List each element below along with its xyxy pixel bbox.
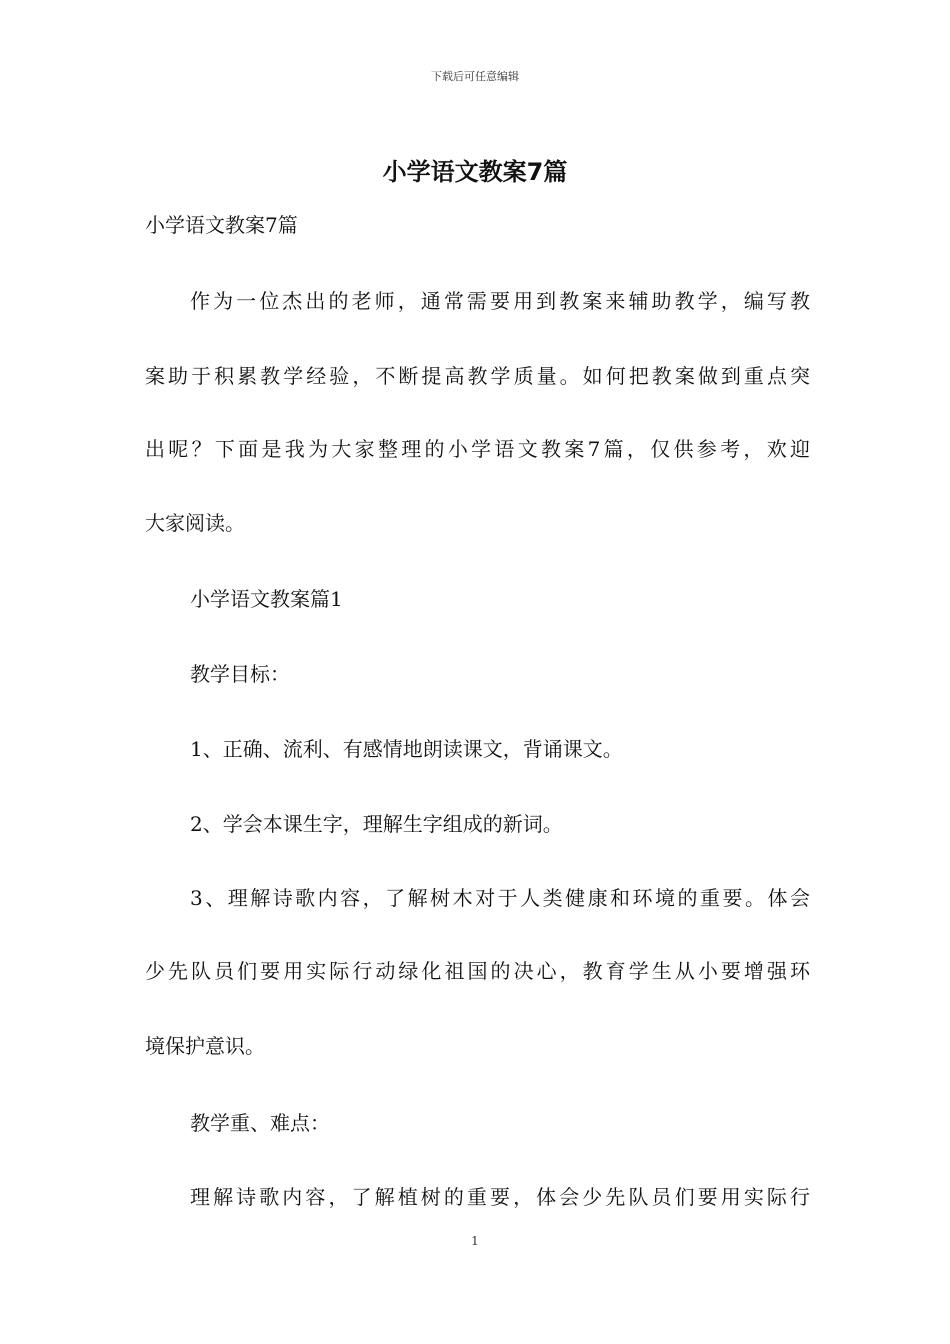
objective-line-2: 2、学会本课生字，理解生字组成的新词。 <box>190 812 563 836</box>
intro-line-1: 作为一位杰出的老师，通常需要用到教案来辅助教学，编写教 <box>190 289 810 313</box>
objective-line-3: 3、理解诗歌内容，了解树木对于人类健康和环境的重要。体会 <box>190 886 810 910</box>
key-points-line: 理解诗歌内容，了解植树的重要，体会少先队员们要用实际行 <box>190 1185 810 1209</box>
intro-line-2: 案助于积累教学经验，不断提高教学质量。如何把教案做到重点突 <box>145 364 810 388</box>
objective-line-4: 少先队员们要用实际行动绿化祖国的决心，教育学生从小要增强环 <box>145 959 810 983</box>
objectives-heading: 教学目标： <box>190 662 290 686</box>
header-note: 下载后可任意编辑 <box>431 70 519 83</box>
intro-line-4: 大家阅读。 <box>145 511 245 535</box>
section-heading: 小学语文教案篇1 <box>190 587 343 611</box>
subtitle-line: 小学语文教案7篇 <box>145 213 298 237</box>
objective-line-5: 境保护意识。 <box>145 1034 265 1058</box>
objective-line-1: 1、正确、流利、有感情地朗读课文，背诵课文。 <box>190 737 623 761</box>
key-points-heading: 教学重、难点： <box>190 1111 330 1135</box>
page-number: 1 <box>471 1234 479 1248</box>
document-title: 小学语文教案7篇 <box>382 158 568 186</box>
intro-line-3: 出呢？下面是我为大家整理的小学语文教案7篇，仅供参考，欢迎 <box>145 437 810 461</box>
